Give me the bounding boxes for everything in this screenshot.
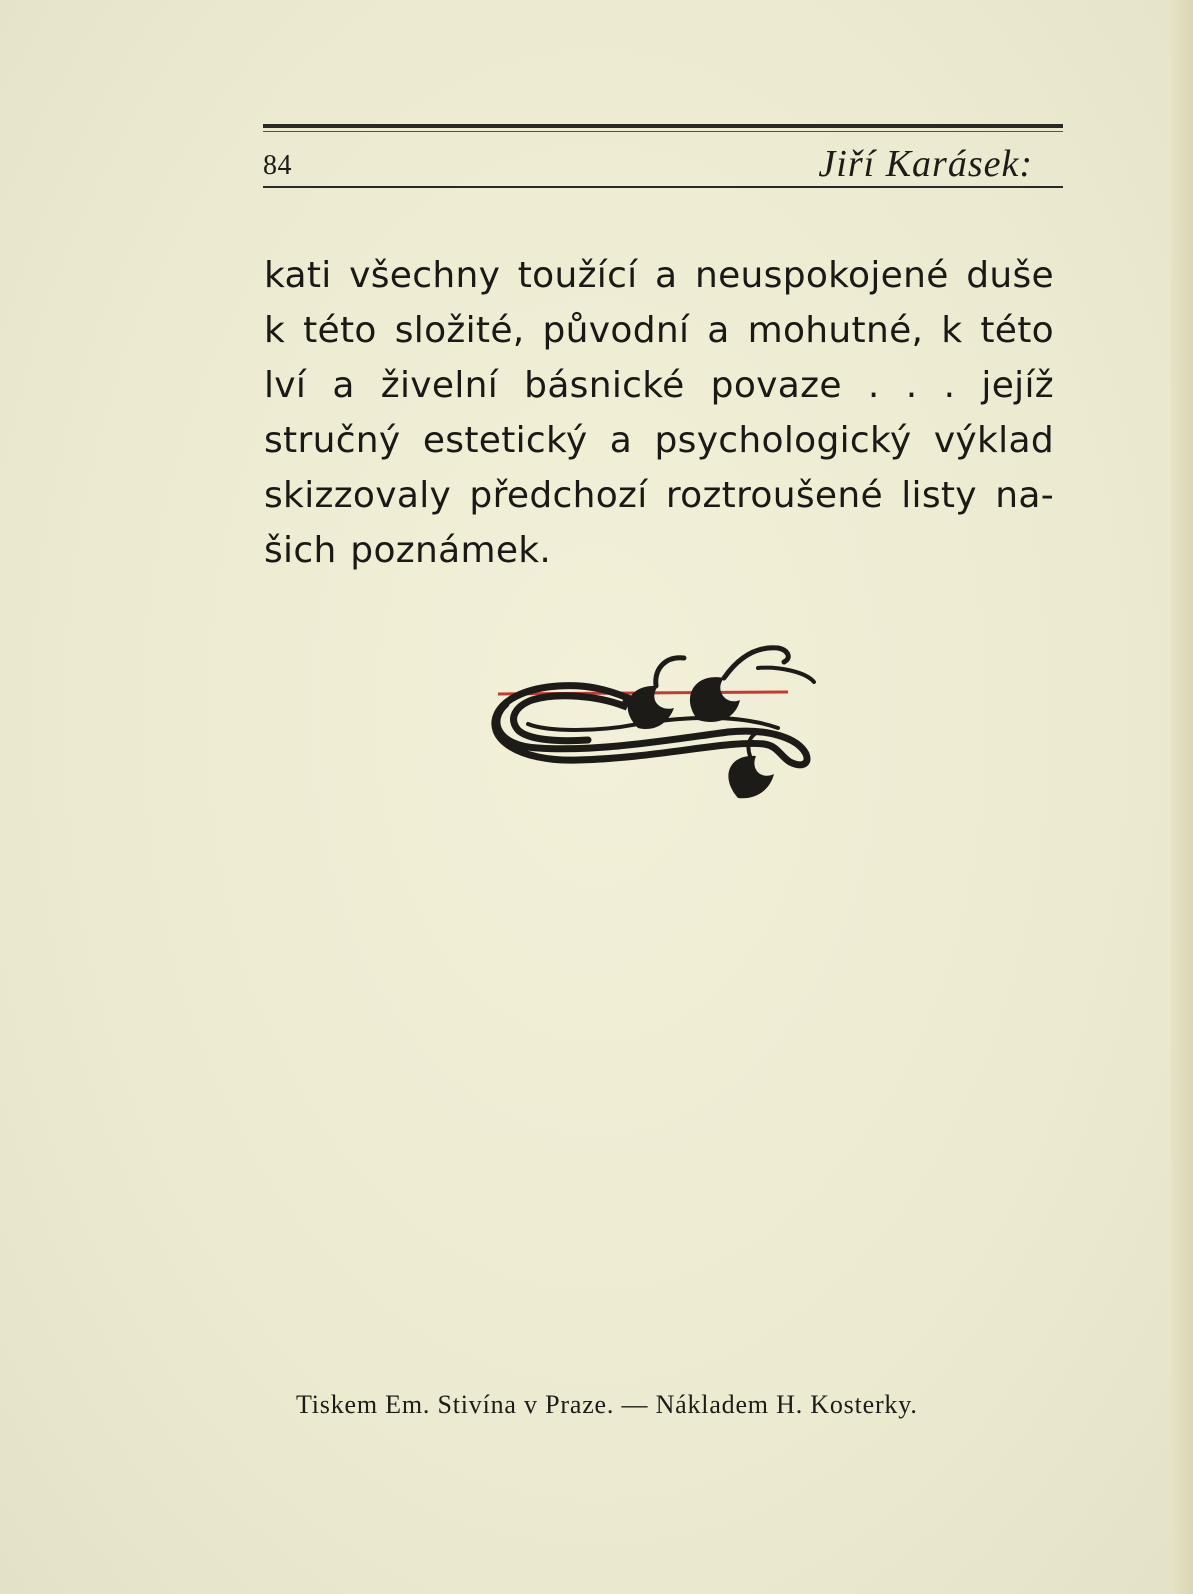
colophon: Tiskem Em. Stivína v Praze. — Nákladem H. Kosterky. (296, 1390, 918, 1419)
header-rule-top (263, 124, 1063, 132)
body-paragraph (264, 248, 1054, 578)
leaf-bottom (728, 756, 774, 798)
running-head: Jiří Karásek: (818, 143, 1033, 185)
text-line: stručný estetický a psychologický výklad (264, 420, 1054, 461)
stem-center (724, 648, 788, 678)
text-line: kati všechny toužící a neuspokojené duše (264, 255, 1054, 296)
text-line: skizzovaly předchozí roztroušené listy na- (264, 475, 1054, 516)
text-line: šich poznámek. (264, 530, 552, 571)
header-rule-bottom (263, 186, 1063, 188)
page-edge (1171, 0, 1193, 1594)
page-number: 84 (263, 150, 292, 181)
text-line: k této složité, původní a mohutné, k této (264, 310, 1054, 351)
tendril-top (758, 668, 814, 682)
leaf-center (690, 677, 740, 722)
page-header (263, 140, 1063, 184)
text-line: lví a živelní básnické povaze . . . jejíž (264, 365, 1054, 406)
floral-vignette-icon (488, 628, 818, 804)
stem-left (656, 658, 684, 686)
